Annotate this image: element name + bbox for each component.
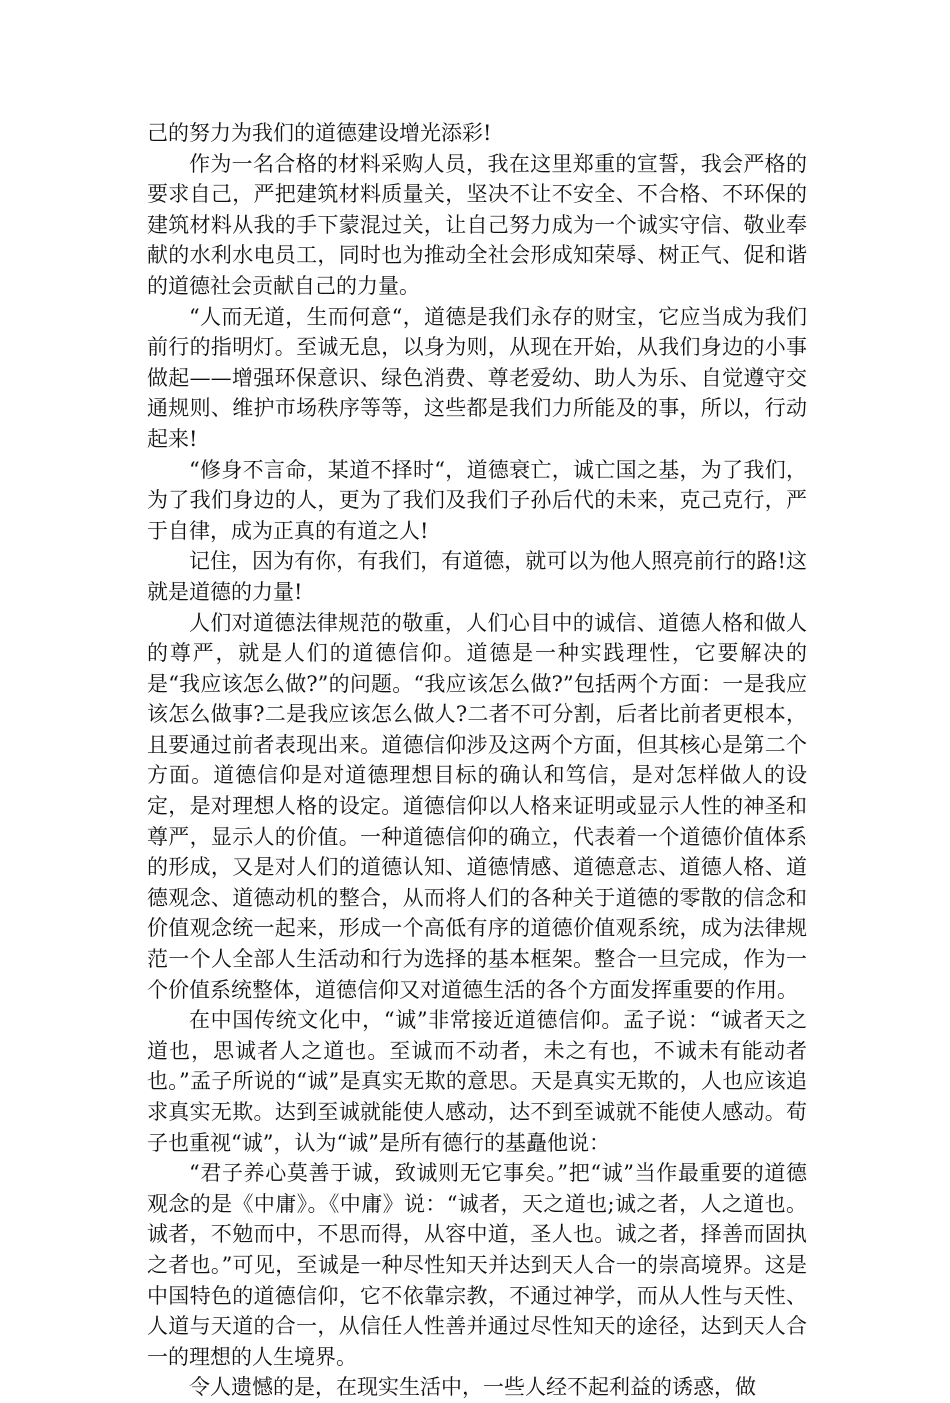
paragraph-9: 令人遗憾的是，在现实生活中，一些人经不起利益的诱惑，做 bbox=[189, 1375, 756, 1400]
paragraph-2: 作为一名合格的材料采购人员，我在这里郑重的宣誓，我会严格的要求自己，严把建筑材料质量关，坚决不让不安全、不合格、不环保的建筑材料从我的手下蒙混过关，让自己努力成为一个诚实守信、敬业奉献的水利水电员工，同时也为推动全社会形成知荣辱、树正气、促和谐的道德社会贡献自己的力量。 bbox=[147, 151, 807, 298]
paragraph-1: 己的努力为我们的道德建设增光添彩! bbox=[147, 121, 492, 145]
paragraph-5: 记住，因为有你，有我们，有道德，就可以为他人照亮前行的路!这就是道德的力量! bbox=[147, 549, 807, 604]
paragraph-4: “修身不言命，某道不择时“，道德衰亡，诚亡国之基，为了我们，为了我们身边的人，更为了我们及我们子孙后代的未来，克己克行，严于自律，成为正真的有道之人! bbox=[147, 457, 807, 543]
document-page bbox=[147, 118, 807, 1403]
paragraph-3: “人而无道，生而何意“，道德是我们永存的财宝，它应当成为我们前行的指明灯。至诚无息，以身为则，从现在开始，从我们身边的小事做起——增强环保意识、绿色消费、尊老爱幼、助人为乐、自觉遵守交通规则、维护市场秩序等等，这些都是我们力所能及的事，所以，行动起来! bbox=[147, 304, 807, 451]
paragraph-6: 人们对道德法律规范的敬重，人们心目中的诚信、道德人格和做人的尊严，就是人们的道德信仰。道德是一种实践理性，它要解决的是“我应该怎么做?”的问题。“我应该怎么做?”包括两个方面：一是我应该怎么做事?二是我应该怎么做人?二者不可分割，后者比前者更根本，且要通过前者表现出来。道德信仰涉及这两个方面，但其核心是第二个方面。道德信仰是对道德理想目标的确认和笃信，是对怎样做人的设定，是对理想人格的设定。道德信仰以人格来证明或显示人性的神圣和尊严，显示人的价值。一种道德信仰的确立，代表着一个道德价值体系的形成，又是对人们的道德认知、道德情感、道德意志、道德人格、道德观念、道德动机的整合，从而将人们的各种关于道德的零散的信念和价值观念统一起来，形成一个高低有序的道德价值观系统，成为法律规范一个人全部人生活动和行为选择的基本框架。整合一旦完成，作为一个价值系统整体，道德信仰又对道德生活的各个方面发挥重要的作用。 bbox=[147, 610, 807, 1002]
paragraph-7: 在中国传统文化中，“诚”非常接近道德信仰。孟子说：“诚者天之道也，思诚者人之道也。至诚而不动者，未之有也，不诚未有能动者也。”孟子所说的“诚”是真实无欺的意思。天是真实无欺的，人也应该追求真实无欺。达到至诚就能使人感动，达不到至诚就不能使人感动。荀子也重视“诚”，认为“诚”是所有德行的基矗他说： bbox=[147, 1008, 807, 1155]
paragraph-8: “君子养心莫善于诚，致诚则无它事矣。”把“诚”当作最重要的道德观念的是《中庸》。《中庸》说：“诚者，天之道也;诚之者，人之道也。诚者，不勉而中，不思而得，从容中道，圣人也。诚之者，择善而固执之者也。”可见，至诚是一种尽性知天并达到天人合一的崇高境界。这是中国特色的道德信仰，它不依靠宗教，不通过神学，而从人性与天性、人道与天道的合一，从信任人性善并通过尽性知天的途径，达到天人合一的理想的人生境界。 bbox=[147, 1161, 807, 1369]
